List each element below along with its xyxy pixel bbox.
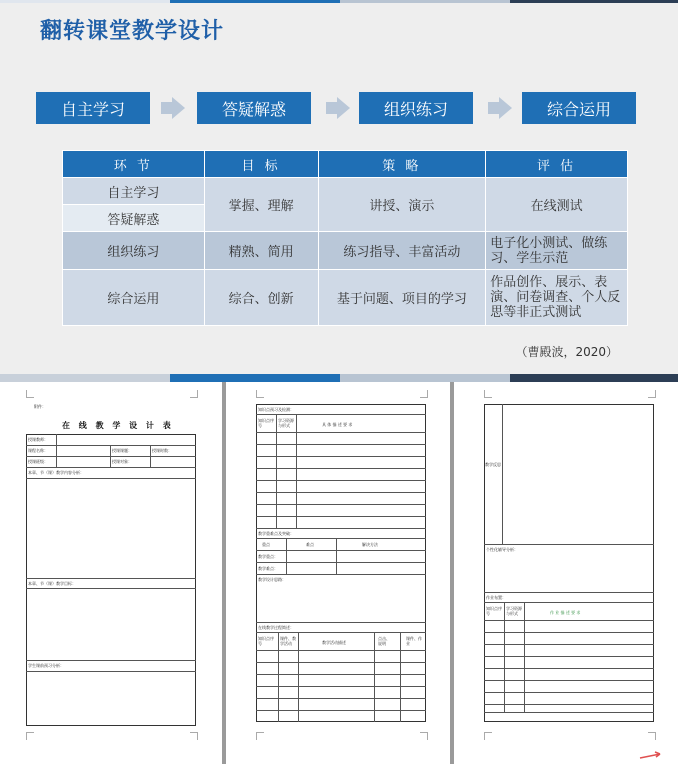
flow-step-1: 自主学习 bbox=[36, 92, 150, 124]
arrow-right-icon bbox=[326, 97, 350, 119]
header-note: 附件： bbox=[34, 404, 46, 409]
slide-bottom-accent-bar bbox=[0, 374, 678, 382]
table-header: 策 略 bbox=[318, 151, 486, 178]
column-header: 知识点序号 bbox=[258, 418, 274, 428]
row-label: 教学难点： bbox=[258, 566, 278, 571]
field-label: 授课课题： bbox=[112, 448, 132, 453]
table-row bbox=[63, 270, 628, 326]
section-label: 教学重难点及突破： bbox=[258, 531, 294, 536]
column-header: 教学活动描述 bbox=[322, 640, 346, 645]
arrow-right-icon bbox=[488, 97, 512, 119]
flow-step-2: 答疑解惑 bbox=[197, 92, 311, 124]
table-cell: 在线测试 bbox=[486, 178, 628, 232]
table-cell: 基于问题、项目的学习 bbox=[318, 270, 486, 326]
table-cell: 答疑解惑 bbox=[63, 205, 205, 232]
section-label: 个性化辅导分析： bbox=[486, 547, 518, 552]
table-header: 评 估 bbox=[486, 151, 628, 178]
column-header: 学习资源与形式 bbox=[278, 418, 294, 428]
column-header: 难点 bbox=[306, 542, 314, 547]
arrow-right-icon bbox=[161, 97, 185, 119]
field-label: 课程名称： bbox=[28, 448, 48, 453]
column-header: 知识点序号 bbox=[486, 606, 502, 616]
table-cell: 组织练习 bbox=[63, 232, 205, 270]
table-header: 目 标 bbox=[204, 151, 318, 178]
table-header: 环 节 bbox=[63, 151, 205, 178]
table-cell: 综合、创新 bbox=[204, 270, 318, 326]
table-cell: 电子化小测试、做练习、学生示范 bbox=[486, 232, 628, 270]
table-cell: 作品创作、展示、表演、问卷调查、个人反思等非正式测试 bbox=[486, 270, 628, 326]
table-cell: 讲授、演示 bbox=[318, 178, 486, 232]
column-header: 课件、作业 bbox=[406, 636, 422, 646]
column-header: 作 业 描 述 要 求 bbox=[550, 610, 581, 615]
field-label: 授课时数： bbox=[152, 448, 172, 453]
column-header: 知识点序号 bbox=[258, 636, 274, 646]
slide-title: 翻转课堂教学设计 bbox=[40, 19, 225, 44]
slide-top-accent-bar bbox=[0, 0, 678, 3]
design-table bbox=[62, 150, 628, 326]
table-row bbox=[63, 232, 628, 270]
table-cell: 练习指导、丰富活动 bbox=[318, 232, 486, 270]
table-cell: 自主学习 bbox=[63, 178, 205, 205]
citation: （曹殿波，2020） bbox=[515, 345, 618, 359]
column-header: 具 体 描 述 要 求 bbox=[322, 422, 353, 427]
section-label: 教学设计思路： bbox=[258, 577, 286, 582]
section-label: 知识点预习及检测： bbox=[258, 407, 294, 412]
column-header: 课件、教学活动 bbox=[280, 636, 296, 646]
table-row bbox=[63, 178, 628, 205]
document-page-3 bbox=[454, 382, 678, 764]
field-label: 授课教师： bbox=[28, 437, 48, 442]
document-page-2 bbox=[226, 382, 450, 764]
form-table bbox=[484, 404, 654, 722]
column-header: 解决方法 bbox=[362, 542, 378, 547]
slide bbox=[0, 0, 678, 374]
column-header: 重点 bbox=[262, 542, 270, 547]
process-flow bbox=[36, 92, 636, 124]
section-label: 在线教学过程简述： bbox=[258, 625, 294, 630]
section-label: 本章、节（课）教学目标： bbox=[28, 581, 76, 586]
row-label: 教学重点： bbox=[258, 554, 278, 559]
field-label: 授课对象： bbox=[112, 459, 132, 464]
section-label: 作业布置： bbox=[486, 595, 506, 600]
red-arrow-icon bbox=[638, 750, 668, 760]
table-cell: 掌握、理解 bbox=[204, 178, 318, 232]
column-header: 学习资源与形式 bbox=[506, 606, 522, 616]
document-page-1 bbox=[0, 382, 222, 764]
section-label: 本章、节（课）教学内容分析： bbox=[28, 470, 84, 475]
table-cell: 精熟、简用 bbox=[204, 232, 318, 270]
field-label: 授课班级： bbox=[28, 459, 48, 464]
flow-step-4: 综合运用 bbox=[522, 92, 636, 124]
column-header: 点击、说明 bbox=[378, 636, 390, 646]
section-label: 学生课前预习分析： bbox=[28, 663, 64, 668]
side-label: 教学反思 bbox=[485, 462, 501, 467]
doc-title: 在 线 教 学 设 计 表 bbox=[62, 421, 174, 430]
flow-step-3: 组织练习 bbox=[359, 92, 473, 124]
table-cell: 综合运用 bbox=[63, 270, 205, 326]
